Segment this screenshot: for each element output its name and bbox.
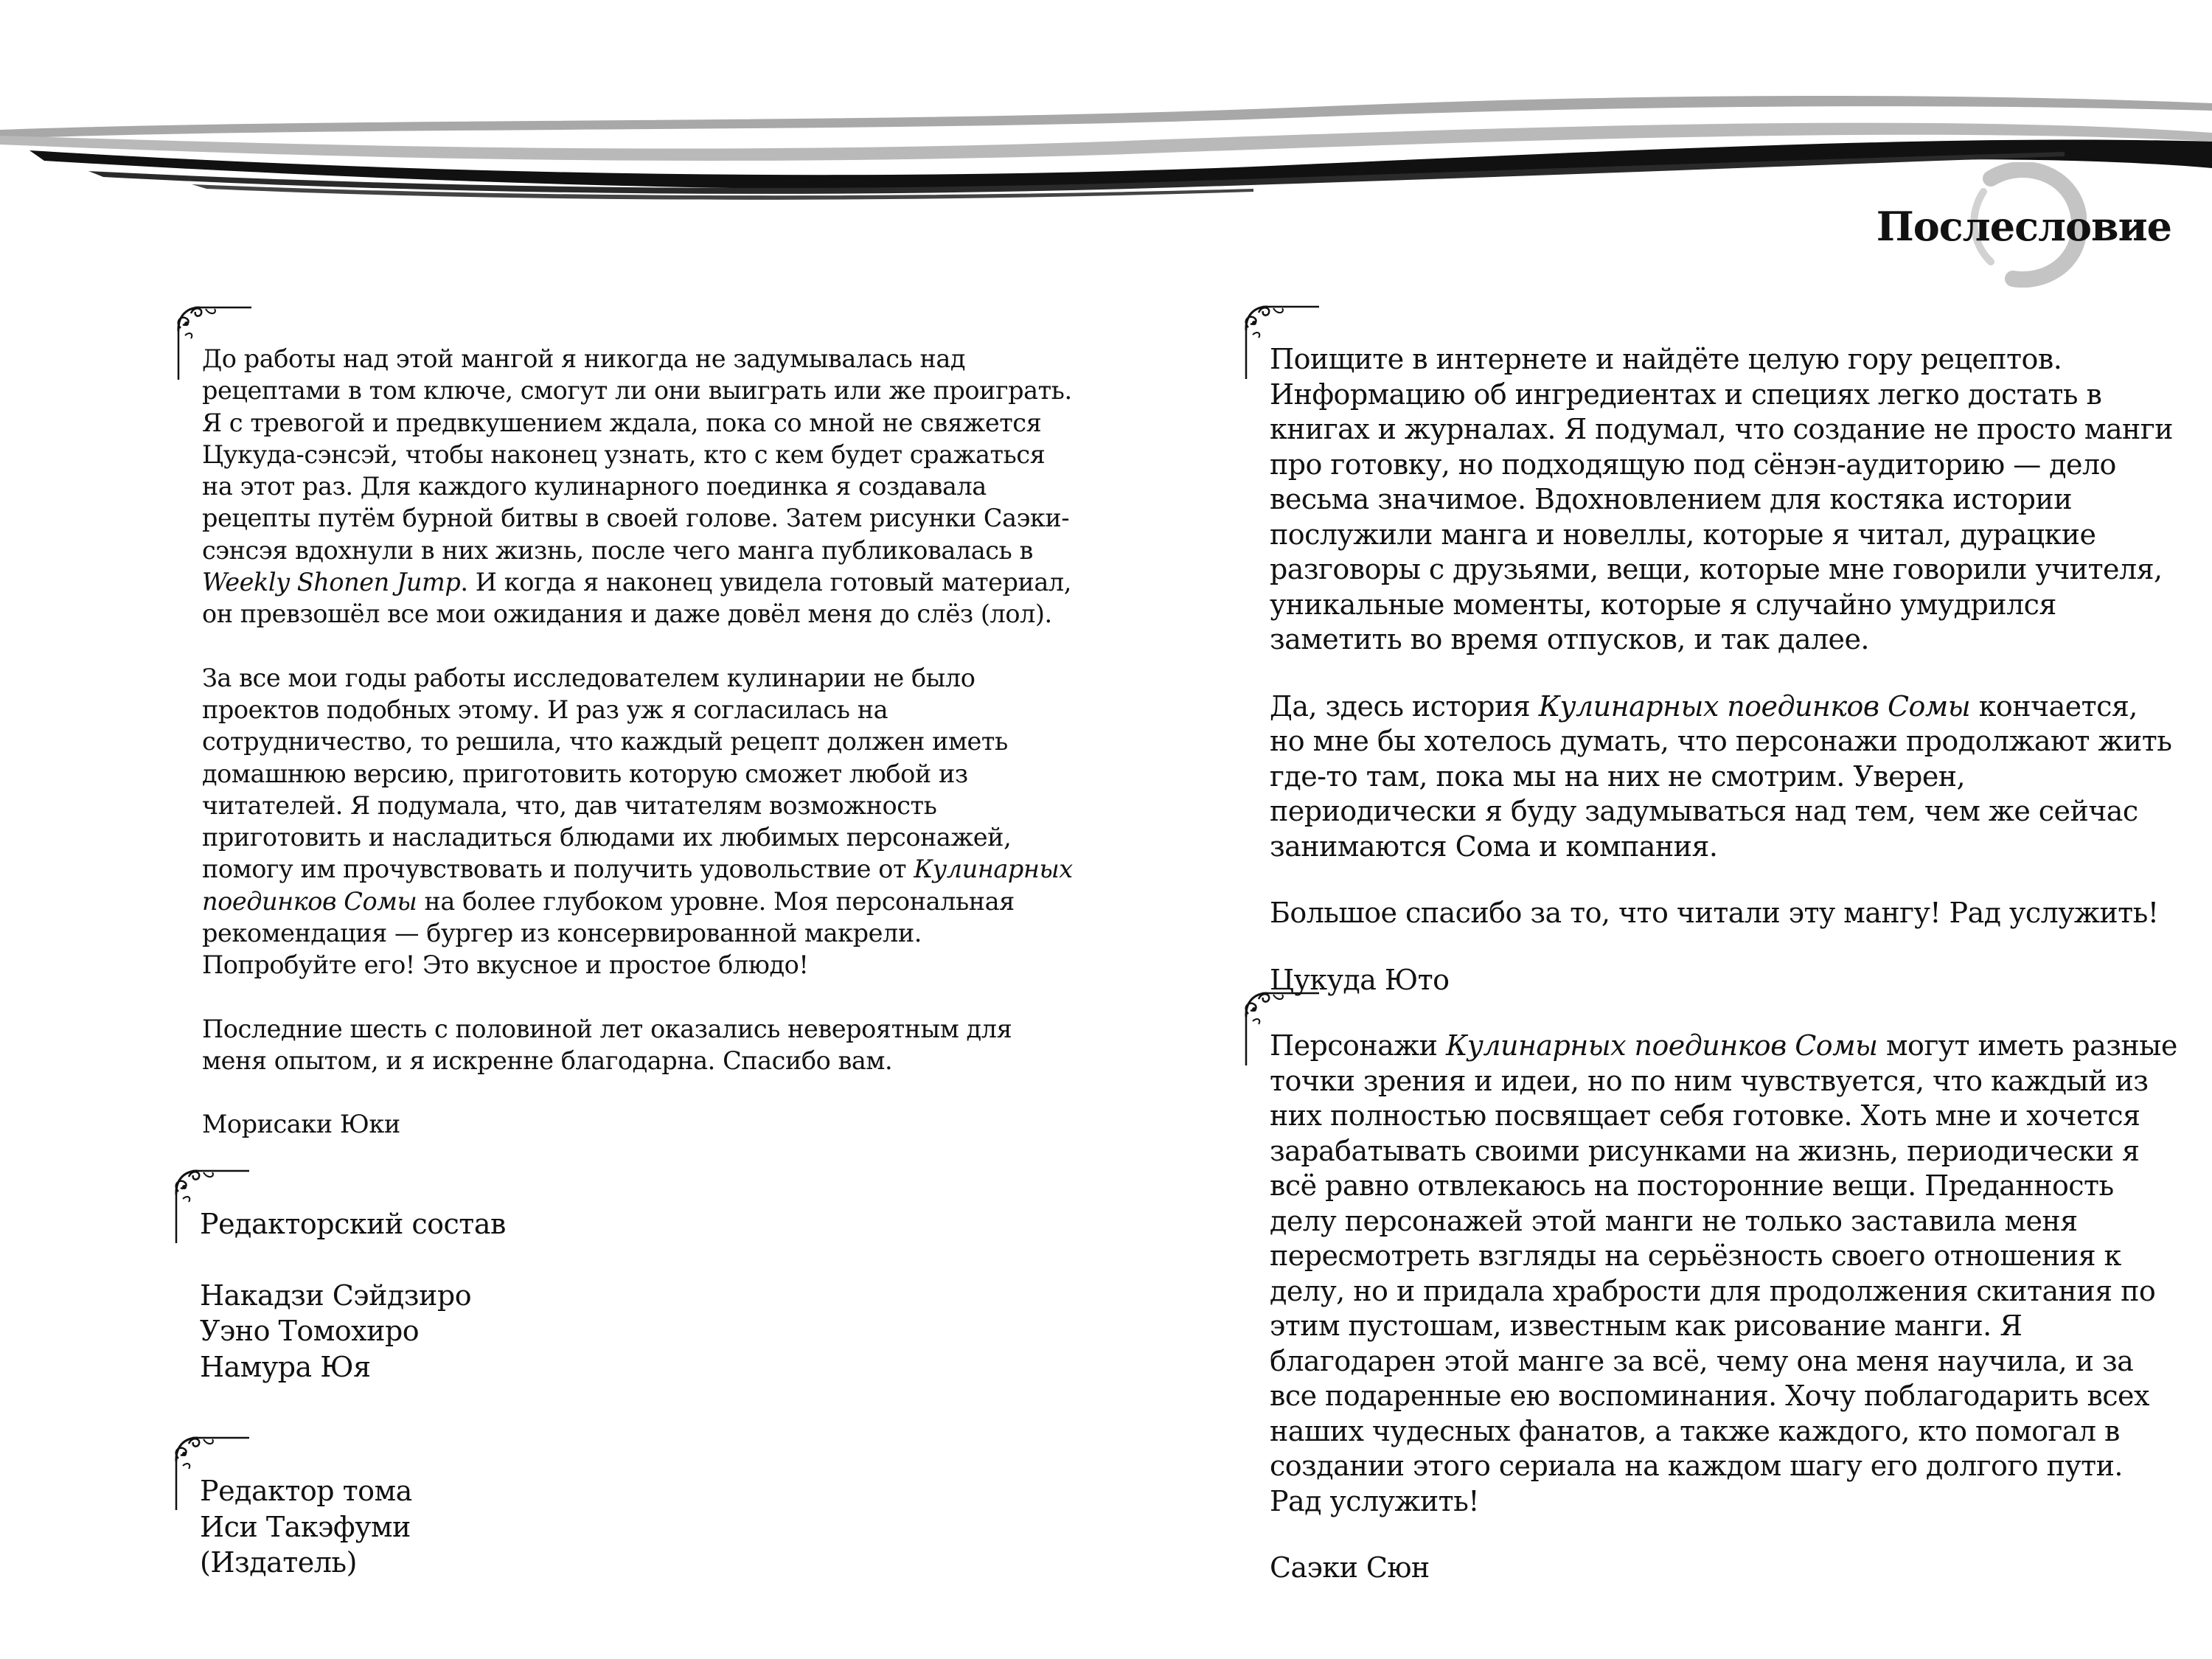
flourish-ornament-icon bbox=[1237, 299, 1321, 380]
paragraph bbox=[202, 1013, 1079, 1077]
text-run: . И когда я наконец увидела готовый материал, он превзошёл все мои ожидания и даже довёл меня до слёз (лол). bbox=[202, 568, 1071, 629]
text-run: могут иметь разные точки зрения и идеи, но по ним чувствуется, что каждый из них полностью посвящает себя готовке. Хоть мне и хочется зарабатывать своими рисунками на жизнь, периодически я всё равно отвлекаюсь на посторонние вещи. Преданность делу персонажей этой манги не только заставила меня пересмотреть взгляды на серьёзность своего отношения к делу, но и придала храбрости для продолжения скитания по этим пустошам, известным как рисование манги. Я благодарен этой манге за всё, чему она меня научила, и за все подаренные ею воспоминания. Хочу поблагодарить всех наших чудесных фанатов, а также каждого, кто помогал в создании этого сериала на каждом шагу его долгого пути. Рад услужить! bbox=[1270, 1029, 2177, 1517]
paragraph bbox=[202, 1108, 1079, 1140]
flourish-ornament-icon bbox=[167, 1164, 251, 1245]
saeki-text bbox=[1270, 1029, 2178, 1586]
text-run: кончается, но мне бы хотелось думать, что персонажи продолжают жить где-то там, пока мы на них не смотрим. Уверен, периодически я буду задумываться над тем, чем же сейчас занимаются Сома и компания. bbox=[1270, 689, 2172, 863]
brush-stroke-decoration bbox=[0, 74, 2212, 206]
editorial-heading: Редакторский состав bbox=[200, 1208, 506, 1240]
text-run: До работы над этой мангой я никогда не задумывалась над рецептами в том ключе, смогут ли они выиграть или же проиграть. Я с тревогой и предвкушением ждала, пока со мной не свяжется Цукуда-сэнсэй, чтобы наконец узнать, кто с кем будет сражаться на этот раз. Для каждого кулинарного поединка я создавала рецепты путём бурной битвы в своей голове. Затем рисунки Саэки-сэнсэя вдохнули в них жизнь, после чего манга публиковалась в bbox=[202, 344, 1072, 565]
editorial-staff-block bbox=[200, 1206, 790, 1385]
text-run: Морисаки Юки bbox=[202, 1110, 400, 1139]
morisaki-afterword bbox=[202, 343, 1079, 1172]
paragraph bbox=[1270, 689, 2178, 865]
text-run: Да, здесь история bbox=[1270, 689, 1539, 723]
morisaki-text bbox=[202, 343, 1079, 1141]
italic-title: Кулинарных поединков Сомы bbox=[1538, 689, 1971, 723]
flourish-ornament-icon bbox=[169, 300, 254, 381]
paragraph bbox=[1270, 1551, 2178, 1586]
editorial-name: Намура Юя bbox=[200, 1350, 371, 1383]
paragraph bbox=[1270, 1029, 2178, 1519]
paragraph bbox=[1270, 342, 2178, 658]
italic-title: Weekly Shonen Jump bbox=[202, 568, 461, 597]
volume-editor-line: Редактор тома bbox=[200, 1475, 412, 1507]
tsukuda-text bbox=[1270, 342, 2178, 998]
text-run: Саэки Сюн bbox=[1270, 1551, 1430, 1584]
text-run: Большое спасибо за то, что читали эту мангу! Рад услужить! bbox=[1270, 897, 2159, 929]
flourish-ornament-icon bbox=[167, 1430, 251, 1512]
italic-title: Кулинарных поединков Сомы bbox=[202, 855, 1073, 916]
saeki-afterword bbox=[1270, 1029, 2178, 1618]
paragraph bbox=[1270, 896, 2178, 931]
text-run: Цукуда Юто bbox=[1270, 963, 1450, 996]
text-run: За все мои годы работы исследователем кулинарии не было проектов подобных этому. И раз уж я согласилась на сотрудничество, то решила, что каждый рецепт должен иметь домашнюю версию, приготовить которую сможет любой из читателей. Я подумала, что, дав читателям возможность приготовить и насладиться блюдами их любимых персонажей, помогу им прочувствовать и получить удовольствие от bbox=[202, 663, 1012, 884]
text-run: Поищите в интернете и найдёте целую гору рецептов. Информацию об ингредиентах и специях легко достать в книгах и журналах. Я подумал, что создание не просто манги про готовку, но подходящую под сёнэн-аудиторию — дело весьма значимое. Вдохновлением для костяка истории послужили манга и новеллы, которые я читал, дурацкие разговоры с друзьями, вещи, которые мне говорили учителя, уникальные моменты, которые я случайно умудрился заметить во время отпусков, и так далее. bbox=[1270, 343, 2173, 655]
paragraph bbox=[202, 343, 1079, 630]
page-title: Послесловие bbox=[1876, 203, 2171, 250]
tsukuda-afterword bbox=[1270, 342, 2178, 1029]
paragraph bbox=[1270, 963, 2178, 998]
volume-editor-line: Иси Такэфуми bbox=[200, 1510, 411, 1543]
text-run: Персонажи bbox=[1270, 1029, 1446, 1062]
text-run: на более глубоком уровне. Моя персональная рекомендация — бургер из консервированной макрели. Попробуйте его! Это вкусное и простое блюдо! bbox=[202, 886, 1015, 980]
flourish-ornament-icon bbox=[1237, 986, 1321, 1067]
volume-editor-block bbox=[200, 1473, 790, 1581]
volume-editor-line: (Издатель) bbox=[200, 1546, 357, 1579]
editorial-name: Уэно Томохиро bbox=[200, 1315, 420, 1347]
text-run: Последние шесть с половиной лет оказались невероятным для меня опытом, и я искренне благодарна. Спасибо вам. bbox=[202, 1014, 1012, 1075]
editorial-name: Накадзи Сэйдзиро bbox=[200, 1279, 472, 1312]
italic-title: Кулинарных поединков Сомы bbox=[1445, 1029, 1878, 1062]
paragraph bbox=[202, 662, 1079, 981]
